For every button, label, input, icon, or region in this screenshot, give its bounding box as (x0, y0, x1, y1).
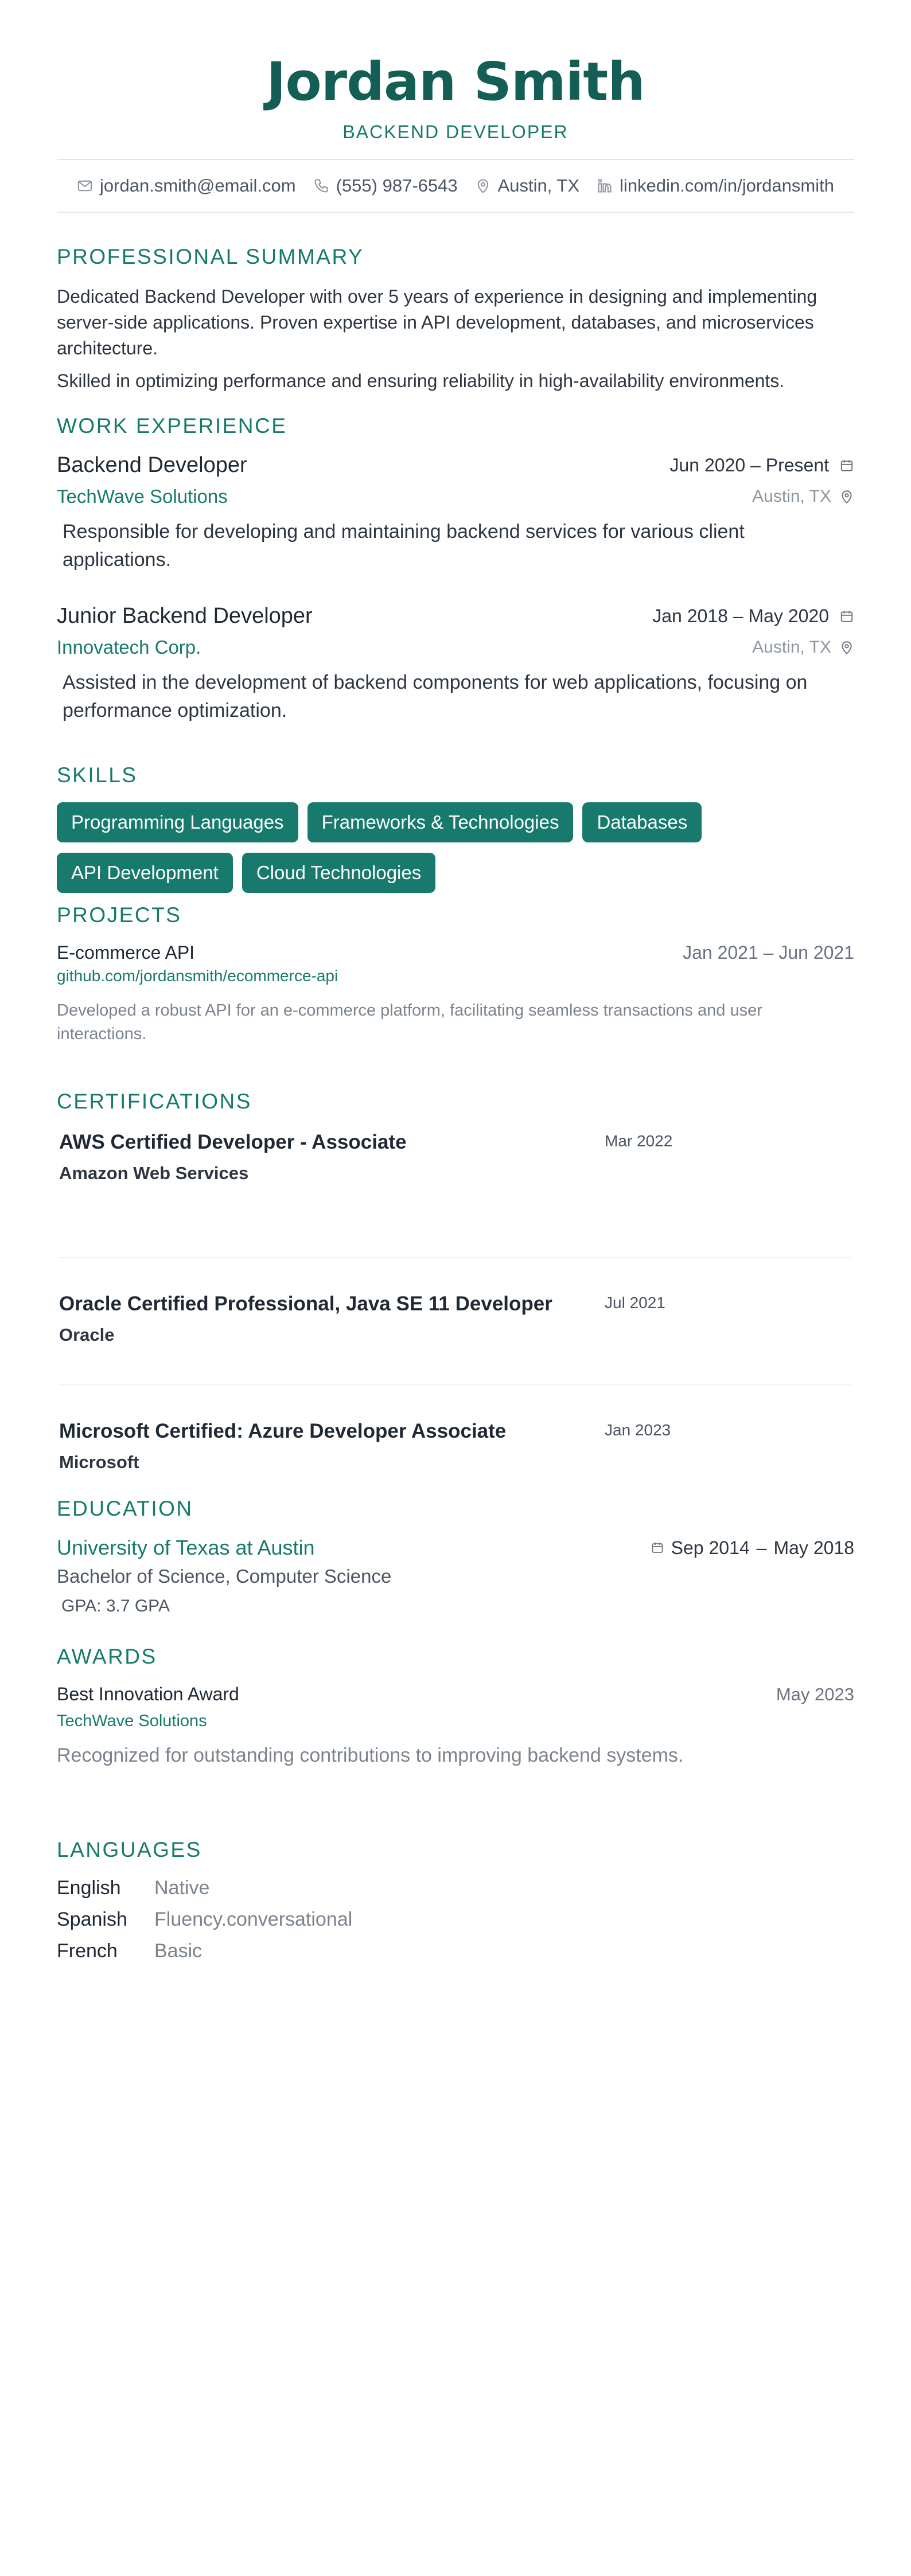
certification-date: Jan 2023 (605, 1421, 671, 1439)
job-title: Backend Developer (57, 453, 247, 477)
certifications-section (57, 1090, 854, 1513)
job-location-text: Austin, TX (752, 638, 831, 657)
job-description: Responsible for developing and maintaining backend services for various client applications. (63, 521, 745, 571)
job-entry (57, 604, 854, 725)
contact-location (475, 175, 579, 196)
project-link[interactable]: github.com/jordansmith/ecommerce-api (57, 967, 338, 985)
resume-header (57, 0, 854, 213)
project-description: Developed a robust API for an e-commerce platform, facilitating seamless transactions and user interactions. (57, 1001, 762, 1043)
award-description: Recognized for outstanding contributions to improving backend systems. (57, 1744, 684, 1766)
project-name: E-commerce API (57, 942, 195, 963)
summary-paragraph: Dedicated Backend Developer with over 5 years of experience in designing and implementing server-side applications. Proven expertise in API development, databases, and microservices architecture. (57, 286, 817, 358)
award-date: May 2023 (776, 1684, 854, 1704)
skills-heading: SKILLS (57, 763, 138, 787)
language-item (57, 1872, 854, 1904)
education-start: Sep 2014 (671, 1537, 750, 1558)
award-name: Best Innovation Award (57, 1684, 239, 1704)
language-item (57, 1904, 854, 1935)
skill-chip: API Development (57, 853, 233, 893)
phone-icon (313, 178, 329, 194)
certification-issuer: Amazon Web Services (59, 1163, 249, 1183)
certification-name: Oracle Certified Professional, Java SE 11 Developer (59, 1293, 552, 1315)
job-dates-text: Jun 2020 – Present (669, 455, 829, 475)
language-item (57, 1935, 854, 1967)
skill-chip: Programming Languages (57, 802, 298, 842)
gpa-label: GPA: (61, 1597, 102, 1615)
skill-chip: Databases (582, 802, 702, 842)
certification-entry (59, 1258, 852, 1385)
candidate-role: BACKEND DEVELOPER (342, 122, 569, 142)
certification-entry (59, 1131, 852, 1258)
linkedin-icon (597, 178, 613, 194)
map-pin-icon (475, 178, 491, 194)
education-dates (651, 1537, 854, 1559)
job-company: TechWave Solutions (57, 486, 228, 507)
contact-email[interactable] (77, 175, 296, 196)
language-level: Basic (154, 1940, 203, 1962)
language-name: English (57, 1877, 121, 1899)
calendar-icon (839, 609, 854, 624)
job-dates (652, 606, 854, 627)
job-dates (669, 455, 854, 476)
summary-section (57, 245, 854, 394)
language-name: French (57, 1940, 118, 1962)
skill-chip: Frameworks & Technologies (307, 802, 574, 842)
certification-issuer: Microsoft (59, 1452, 139, 1472)
summary-heading: PROFESSIONAL SUMMARY (57, 245, 364, 268)
certification-name: AWS Certified Developer - Associate (59, 1131, 407, 1153)
skills-section (57, 763, 854, 893)
map-pin-icon (839, 489, 854, 504)
summary-paragraph: Skilled in optimizing performance and ensuring reliability in high-availability environments. (57, 370, 785, 391)
job-location (752, 638, 854, 657)
calendar-icon (839, 458, 854, 473)
language-name: Spanish (57, 1908, 127, 1930)
education-date-separator: – (756, 1537, 767, 1558)
linkedin-text: linkedin.com/in/jordansmith (620, 175, 834, 196)
contact-phone[interactable] (313, 175, 458, 196)
certification-name: Microsoft Certified: Azure Developer Associate (59, 1420, 507, 1442)
education-school: University of Texas at Austin (57, 1536, 315, 1559)
job-company: Innovatech Corp. (57, 637, 201, 658)
calendar-icon (651, 1541, 664, 1555)
certification-entry (59, 1385, 852, 1513)
job-entry (57, 453, 854, 574)
job-location (752, 487, 854, 506)
experience-heading: WORK EXPERIENCE (57, 414, 287, 438)
phone-text: (555) 987-6543 (336, 175, 458, 196)
project-dates: Jan 2021 – Jun 2021 (683, 942, 854, 963)
education-gpa (57, 1597, 854, 1616)
certification-issuer: Oracle (59, 1325, 115, 1345)
gpa-value: 3.7 GPA (106, 1597, 170, 1615)
languages-heading: LANGUAGES (57, 1838, 202, 1861)
email-text: jordan.smith@email.com (100, 175, 296, 196)
skill-chip: Cloud Technologies (242, 853, 435, 893)
projects-section (57, 903, 854, 1046)
experience-section (57, 414, 854, 725)
mail-icon (77, 178, 93, 194)
certifications-list (57, 1131, 854, 1513)
education-section (57, 1497, 854, 1616)
award-org: TechWave Solutions (57, 1712, 207, 1730)
job-location-text: Austin, TX (752, 487, 831, 506)
skills-list (57, 802, 854, 893)
education-end: May 2018 (773, 1537, 854, 1558)
certification-date: Jul 2021 (605, 1294, 665, 1312)
location-text: Austin, TX (497, 175, 580, 196)
job-description: Assisted in the development of backend components for web applications, focusing on performance optimization. (63, 672, 808, 721)
contact-bar (57, 159, 854, 213)
awards-section (57, 1645, 854, 1767)
education-degree: Bachelor of Science, Computer Science (57, 1566, 392, 1587)
map-pin-icon (839, 640, 854, 655)
candidate-name: Jordan Smith (266, 51, 645, 112)
certification-date: Mar 2022 (605, 1132, 673, 1150)
language-level: Fluency.conversational (154, 1908, 353, 1930)
contact-linkedin[interactable] (597, 175, 834, 196)
certifications-heading: CERTIFICATIONS (57, 1090, 252, 1113)
job-title: Junior Backend Developer (57, 604, 313, 628)
education-heading: EDUCATION (57, 1497, 193, 1520)
language-level: Native (154, 1877, 210, 1899)
projects-heading: PROJECTS (57, 903, 182, 927)
awards-heading: AWARDS (57, 1645, 157, 1668)
languages-section (57, 1838, 854, 1967)
job-dates-text: Jan 2018 – May 2020 (652, 606, 829, 626)
